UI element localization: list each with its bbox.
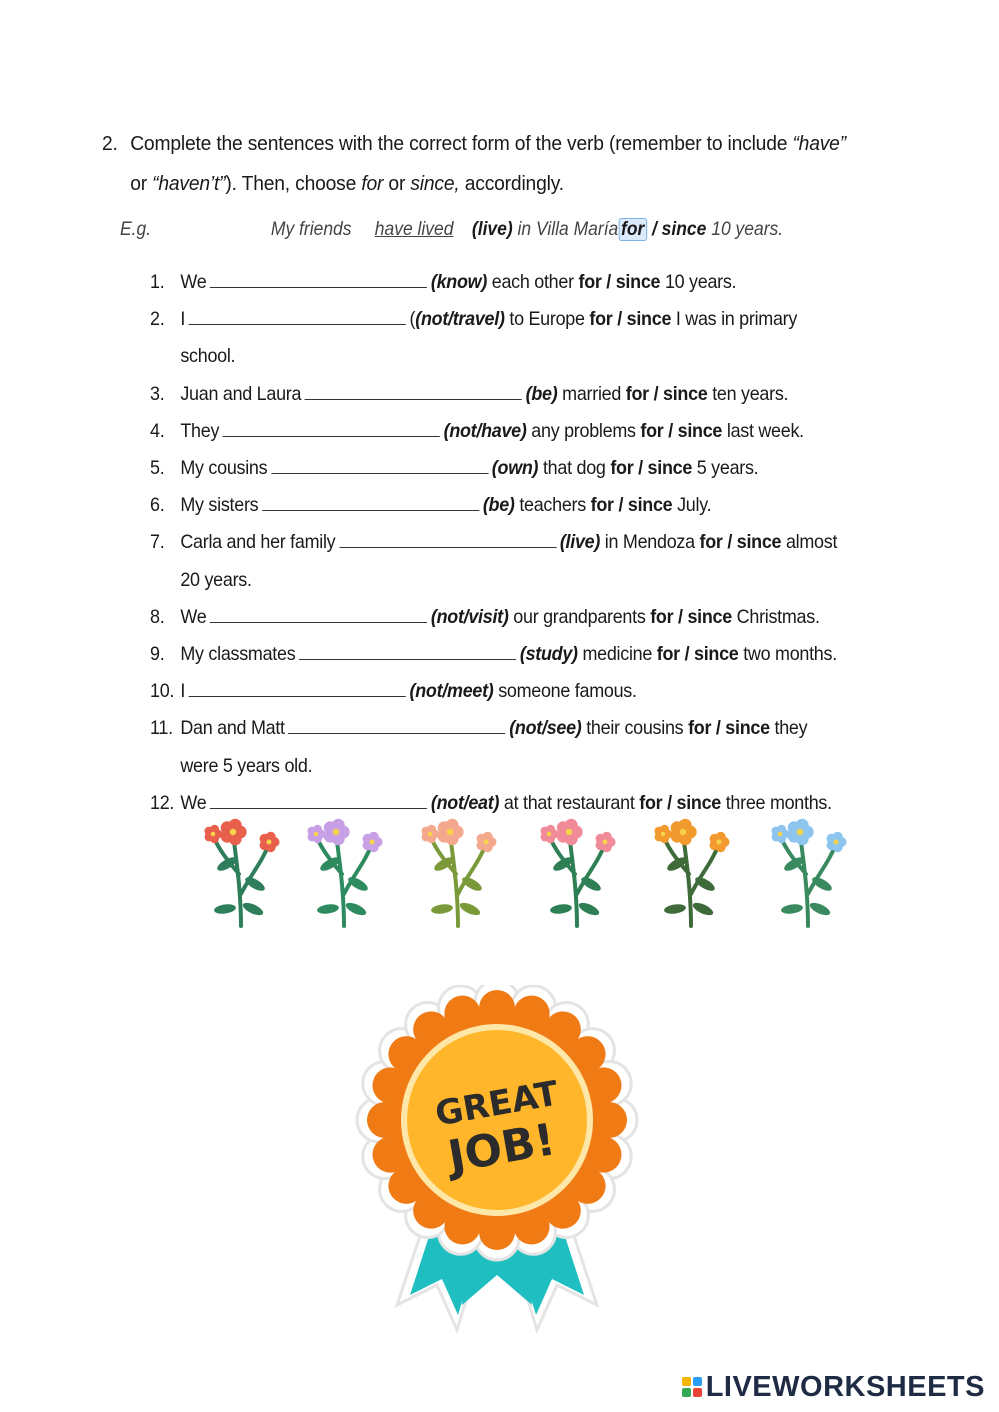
choice-slash: / xyxy=(618,494,624,517)
badge-line-1: GREAT xyxy=(432,1073,562,1135)
instructions-text: or xyxy=(130,172,153,195)
instructions-line-1 xyxy=(102,124,854,164)
item-number: 9. xyxy=(150,643,165,666)
answer-blank[interactable] xyxy=(262,488,479,511)
item-subject: My cousins xyxy=(180,457,268,480)
choice-slash: / xyxy=(606,271,612,293)
exercise-item xyxy=(150,301,849,375)
item-subject: I xyxy=(180,308,186,331)
exercise-item xyxy=(150,487,849,524)
example-slash: / xyxy=(647,219,662,240)
havent-word: “haven’t” xyxy=(152,172,226,195)
item-number: 4. xyxy=(150,419,165,442)
choice-since[interactable]: since xyxy=(677,419,723,442)
answer-blank[interactable] xyxy=(305,377,522,400)
since-word: since, xyxy=(410,172,460,195)
item-paren: ( xyxy=(409,308,416,331)
purple-flower-icon xyxy=(307,819,382,926)
example-sentence xyxy=(120,214,819,246)
choice-since[interactable]: since xyxy=(687,605,732,628)
flower-decoration-row xyxy=(196,814,856,932)
instructions-text: Complete the sentences with the correct form of the verb (remember to include xyxy=(130,132,793,155)
exercise-item xyxy=(150,450,849,487)
choice-slash: / xyxy=(653,382,659,405)
logo-square xyxy=(693,1388,702,1397)
logo-text: LIVEWORKSHEETS xyxy=(705,1370,985,1403)
item-number: 8. xyxy=(150,605,165,628)
item-end: ten years. xyxy=(712,382,789,405)
answer-blank[interactable] xyxy=(288,711,505,734)
example-answer: have lived xyxy=(374,219,454,240)
answer-blank[interactable] xyxy=(339,525,556,548)
exercise-item xyxy=(150,636,849,673)
choice-slash: / xyxy=(684,643,690,666)
for-word: for xyxy=(361,172,384,195)
item-end: two months. xyxy=(743,643,837,666)
exercise-item xyxy=(150,710,849,784)
answer-blank[interactable] xyxy=(189,302,406,325)
choice-since[interactable]: since xyxy=(626,308,672,331)
choice-for[interactable]: for xyxy=(610,457,634,480)
choice-slash: / xyxy=(715,717,721,740)
item-subject: We xyxy=(180,605,207,628)
choice-for[interactable]: for xyxy=(650,605,674,628)
item-verb: (not/eat) xyxy=(430,791,500,814)
item-middle: medicine xyxy=(582,643,653,666)
choice-for[interactable]: for xyxy=(639,791,663,814)
item-middle: that dog xyxy=(542,457,606,480)
item-middle: to Europe xyxy=(509,308,585,331)
example-since: since xyxy=(661,219,707,240)
item-verb: (be) xyxy=(482,494,515,517)
item-middle: any problems xyxy=(531,419,636,442)
instructions-text: ). Then, choose xyxy=(225,172,362,195)
item-verb: (be) xyxy=(525,382,558,405)
logo-square xyxy=(682,1388,691,1397)
item-verb: (not/meet) xyxy=(409,680,494,703)
item-end: almost 20 years. xyxy=(180,531,838,591)
instructions-line-2 xyxy=(102,164,854,204)
item-middle: someone famous. xyxy=(498,680,637,703)
choice-since[interactable]: since xyxy=(676,791,722,814)
choice-for[interactable]: for xyxy=(589,308,613,331)
choice-slash: / xyxy=(727,531,733,554)
choice-for[interactable]: for xyxy=(590,494,614,517)
item-middle: their cousins xyxy=(586,717,684,740)
item-end: they were 5 years old. xyxy=(180,717,808,777)
item-subject: Juan and Laura xyxy=(180,382,302,405)
item-end: 10 years. xyxy=(664,271,737,293)
item-number: 11. xyxy=(150,717,173,740)
item-number: 6. xyxy=(150,494,165,517)
exercise-item xyxy=(150,264,849,301)
answer-blank[interactable] xyxy=(189,674,406,697)
item-verb: (not/have) xyxy=(443,419,527,442)
choice-since[interactable]: since xyxy=(663,382,708,405)
item-middle: married xyxy=(562,382,622,405)
item-number: 2. xyxy=(150,308,165,331)
choice-for[interactable]: for xyxy=(625,382,649,405)
choice-for[interactable]: for xyxy=(656,643,680,666)
badge-line-2: JOB! xyxy=(444,1114,560,1183)
item-end: Christmas. xyxy=(736,605,820,628)
exercise-items xyxy=(150,264,849,822)
choice-for[interactable]: for xyxy=(699,531,723,554)
logo-square xyxy=(682,1377,691,1386)
item-end: three months. xyxy=(725,791,832,814)
logo-square xyxy=(693,1377,702,1386)
exercise-item xyxy=(150,673,849,710)
choice-slash: / xyxy=(668,419,673,442)
item-verb: (live) xyxy=(559,531,601,554)
peach-flower-icon xyxy=(421,819,496,926)
item-middle: at that restaurant xyxy=(503,791,635,814)
example-before: My friends xyxy=(270,219,357,240)
choice-since[interactable]: since xyxy=(694,643,739,666)
item-subject: Dan and Matt xyxy=(180,717,285,740)
item-number: 7. xyxy=(150,531,165,554)
choice-for[interactable]: for xyxy=(640,419,664,442)
choice-for[interactable]: for xyxy=(578,271,602,293)
choice-slash: / xyxy=(667,791,672,814)
example-middle: in Villa María xyxy=(512,219,619,240)
exercise-item xyxy=(150,524,849,598)
great-job-badge xyxy=(352,985,642,1345)
item-subject: We xyxy=(180,791,207,814)
item-verb: (know) xyxy=(430,271,488,293)
example-text xyxy=(271,214,783,246)
blue-flower-icon xyxy=(771,819,846,926)
item-number: 12. xyxy=(150,791,175,814)
item-verb: (not/see) xyxy=(509,717,582,740)
answer-blank[interactable] xyxy=(210,265,427,288)
answer-blank[interactable] xyxy=(271,451,488,474)
liveworksheets-logo[interactable] xyxy=(682,1371,985,1403)
exercise-item xyxy=(150,599,849,636)
instructions-text: accordingly. xyxy=(459,172,564,195)
example-selected-for[interactable]: for xyxy=(618,218,647,241)
pink-flower-icon xyxy=(540,819,615,926)
choice-for[interactable]: for xyxy=(688,717,712,740)
item-middle: each other xyxy=(491,271,574,293)
item-end: July. xyxy=(677,494,712,517)
item-subject: They xyxy=(180,419,220,442)
choice-since[interactable]: since xyxy=(615,271,661,293)
item-end: 5 years. xyxy=(696,457,759,480)
choice-since[interactable]: since xyxy=(627,494,673,517)
example-label: E.g. xyxy=(120,219,152,240)
item-end: last week. xyxy=(726,419,804,442)
exercise-item xyxy=(150,413,849,450)
item-subject: We xyxy=(180,271,207,293)
have-word: “have” xyxy=(792,132,846,155)
item-subject: I xyxy=(180,680,186,703)
item-subject: My classmates xyxy=(180,643,296,666)
answer-blank[interactable] xyxy=(299,637,516,660)
choice-since[interactable]: since xyxy=(725,717,770,740)
item-end: I was in primary school. xyxy=(180,308,798,368)
item-verb: (own) xyxy=(491,457,539,480)
exercise-instructions xyxy=(102,124,854,204)
choice-since[interactable]: since xyxy=(647,457,693,480)
example-after: 10 years. xyxy=(706,219,784,240)
item-subject: Carla and her family xyxy=(180,531,336,554)
example-verb: (live) xyxy=(471,219,513,240)
red-flower-icon xyxy=(204,819,279,926)
exercise-item xyxy=(150,376,849,413)
item-number: 1. xyxy=(150,271,165,293)
choice-slash: / xyxy=(617,308,622,331)
item-number: 10. xyxy=(150,680,175,703)
choice-slash: / xyxy=(678,605,683,628)
item-subject: My sisters xyxy=(180,494,259,517)
item-middle: teachers xyxy=(519,494,586,517)
answer-blank[interactable] xyxy=(223,414,440,437)
logo-grid-icon xyxy=(682,1377,702,1397)
item-number: 3. xyxy=(150,382,165,405)
item-number: 5. xyxy=(150,457,165,480)
item-middle: in Mendoza xyxy=(604,531,695,554)
answer-blank[interactable] xyxy=(210,600,427,623)
instructions-text: or xyxy=(383,172,411,195)
item-verb: (not/visit) xyxy=(430,605,509,628)
item-verb: (study) xyxy=(519,643,578,666)
item-middle: our grandparents xyxy=(513,605,646,628)
choice-slash: / xyxy=(638,457,643,480)
answer-blank[interactable] xyxy=(210,786,427,809)
choice-since[interactable]: since xyxy=(736,531,782,554)
exercise-number: 2. xyxy=(102,132,118,155)
orange-flower-icon xyxy=(654,819,729,926)
item-verb: (not/travel) xyxy=(415,308,505,331)
